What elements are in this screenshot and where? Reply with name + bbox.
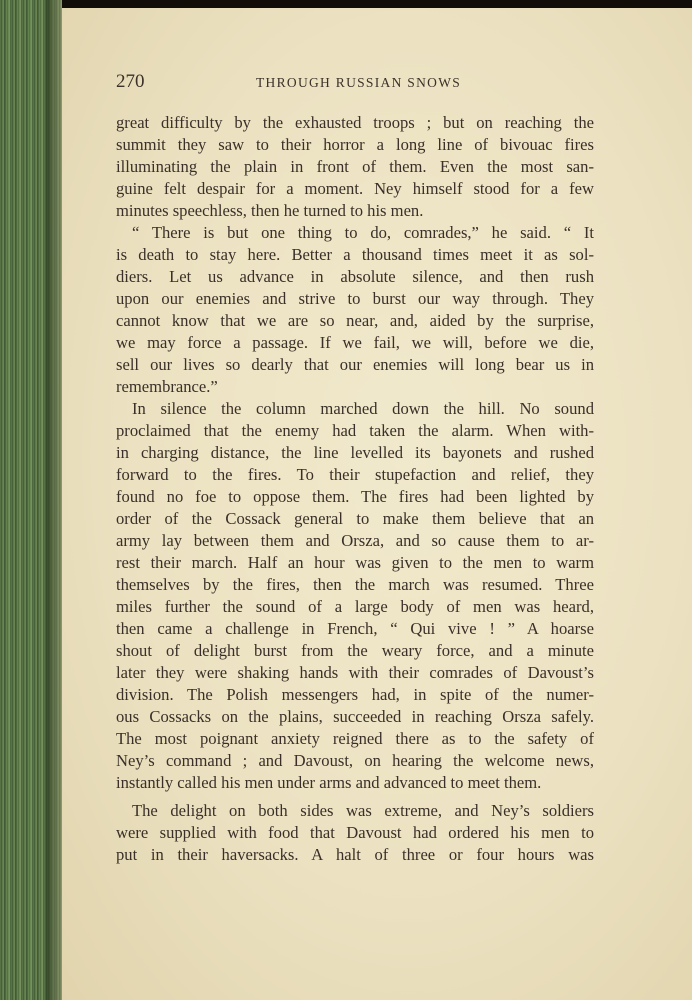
text-line: The most poignant anxiety reigned there as to the safety of: [116, 729, 594, 748]
paragraph-1: [116, 112, 594, 222]
text-line: later they were shaking hands with their comrades of Davoust’s: [116, 663, 594, 682]
book-spine: [0, 0, 62, 1000]
text-line: rest their march. Half an hour was given to the men to warm: [116, 553, 594, 572]
text-line: proclaimed that the enemy had taken the alarm. When with-: [116, 421, 594, 440]
text-line: army lay between them and Orsza, and so cause them to ar-: [116, 531, 594, 550]
text-line: put in their haversacks. A halt of three or four hours was: [116, 845, 594, 864]
text-line: found no foe to oppose them. The fires had been lighted by: [116, 487, 594, 506]
text-line: In silence the column marched down the hill. No sound: [132, 399, 594, 418]
text-line: forward to the fires. To their stupefaction and relief, they: [116, 465, 594, 484]
text-line: Ney’s command ; and Davoust, on hearing the welcome news,: [116, 751, 594, 770]
text-line: ous Cossacks on the plains, succeeded in reaching Orsza safely.: [116, 707, 594, 726]
text-line: order of the Cossack general to make them believe that an: [116, 509, 594, 528]
page-number: 270: [116, 71, 145, 92]
text-line: The delight on both sides was extreme, and Ney’s soldiers: [132, 801, 594, 820]
text-line: diers. Let us advance in absolute silence, and then rush: [116, 267, 594, 286]
paragraph-4: [116, 800, 594, 866]
text-line: “ There is but one thing to do, comrades,” he said. “ It: [132, 223, 594, 242]
running-title: THROUGH RUSSIAN SNOWS: [256, 75, 462, 90]
text-line: guine felt despair for a moment. Ney himself stood for a few: [116, 179, 594, 198]
text-line: sell our lives so dearly that our enemies will long bear us in: [116, 355, 594, 374]
text-line: instantly called his men under arms and advanced to meet them.: [116, 773, 542, 792]
text-line: then came a challenge in French, “ Qui vive ! ” A hoarse: [116, 619, 594, 638]
page-top-edge: [0, 0, 692, 8]
text-line: cannot know that we are so near, and, aided by the surprise,: [116, 311, 594, 330]
text-line: great difficulty by the exhausted troops ; but on reaching the: [116, 113, 594, 132]
text-line: minutes speechless, then he turned to his men.: [116, 201, 424, 220]
text-line: division. The Polish messengers had, in spite of the numer-: [116, 685, 594, 704]
text-line: themselves by the fires, then the march was resumed. Three: [116, 575, 594, 594]
text-line: upon our enemies and strive to burst our way through. They: [116, 289, 594, 308]
body-text: [116, 112, 594, 866]
text-line: were supplied with food that Davoust had ordered his men to: [116, 823, 594, 842]
paragraph-2: [116, 222, 594, 398]
text-line: in charging distance, the line levelled its bayonets and rushed: [116, 443, 594, 462]
text-line: is death to stay here. Better a thousand times meet it as sol-: [116, 245, 594, 264]
text-line: we may force a passage. If we fail, we will, before we die,: [116, 333, 594, 352]
text-line: shout of delight burst from the weary force, and a minute: [116, 641, 594, 660]
text-line: illuminating the plain in front of them. Even the most san-: [116, 157, 594, 176]
text-line: remembrance.”: [116, 377, 218, 396]
text-line: miles further the sound of a large body of men was heard,: [116, 597, 594, 616]
paragraph-3: [116, 398, 594, 794]
page-header: [116, 71, 596, 99]
text-line: summit they saw to their horror a long line of bivouac fires: [116, 135, 594, 154]
